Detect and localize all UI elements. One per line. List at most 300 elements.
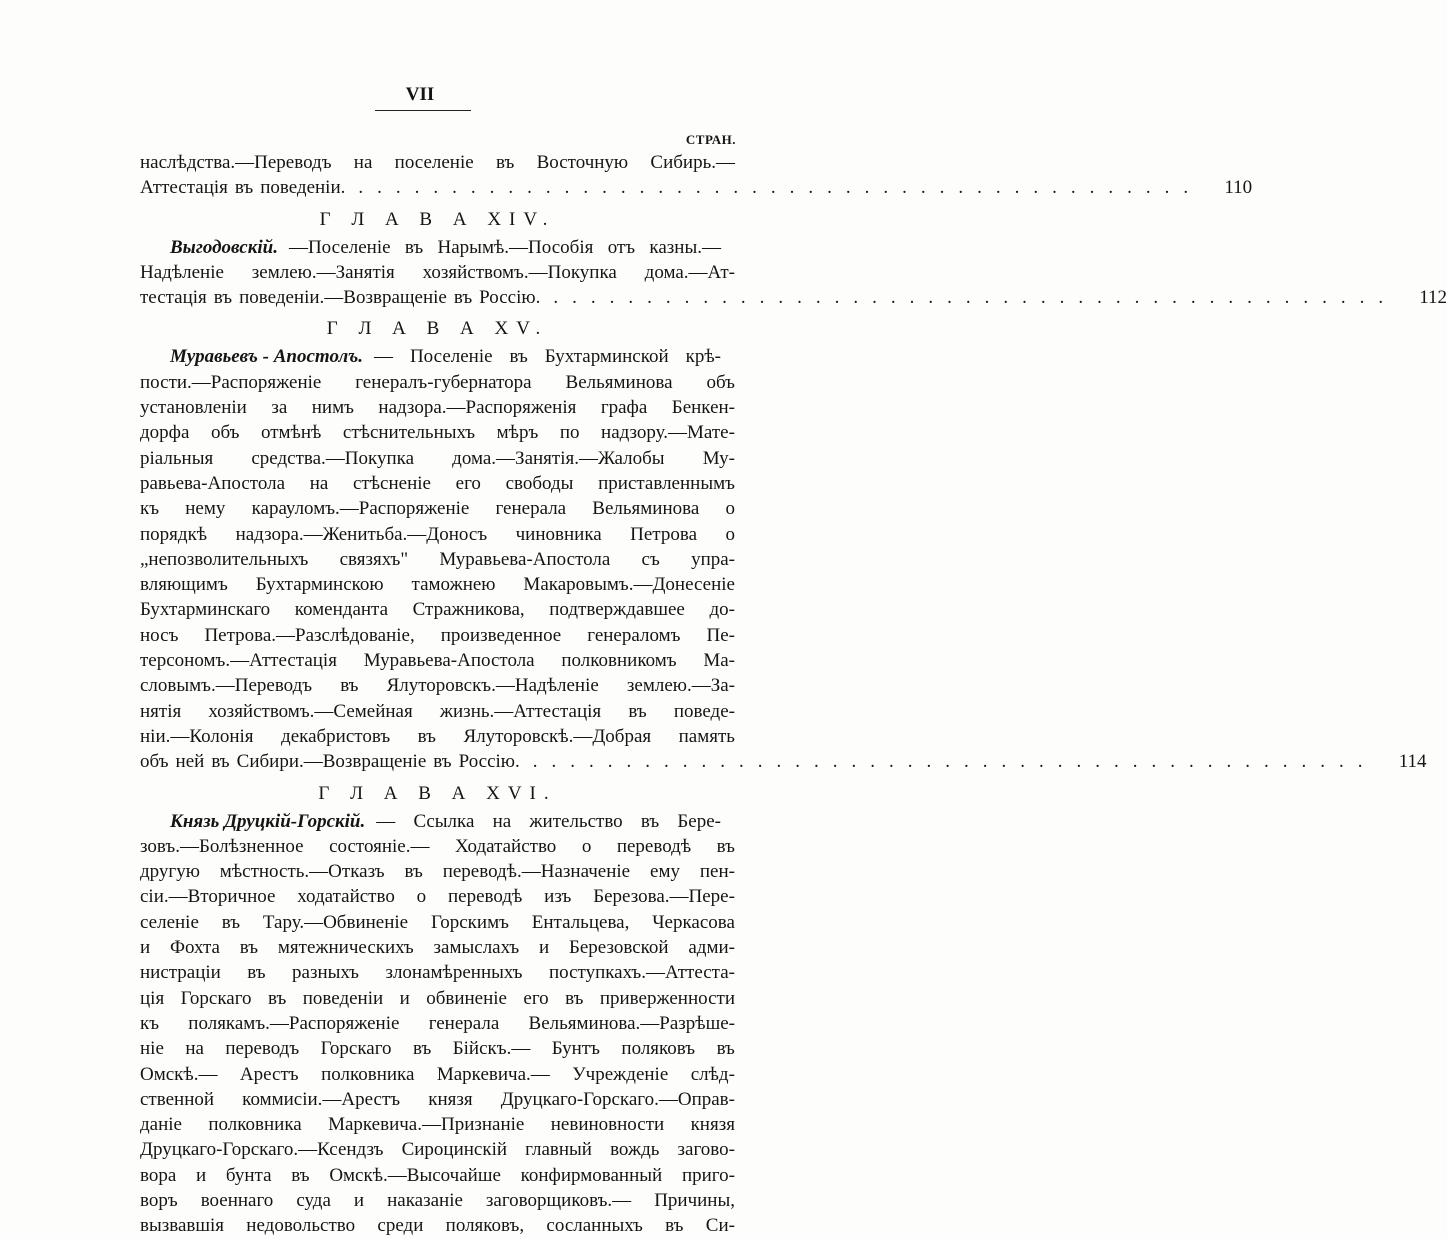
word: Ялуторовскъ.—Надѣленіе: [386, 675, 599, 697]
line-text: [140, 395, 735, 420]
word: воръ: [140, 1189, 178, 1211]
toc-line: [140, 395, 735, 420]
word: Тару.—Обвиненіе: [262, 911, 409, 933]
word: —: [374, 346, 393, 368]
word: нимъ: [311, 397, 354, 419]
word: Петрова: [630, 523, 697, 545]
word: Восточную: [536, 152, 629, 173]
word: князя: [690, 1114, 735, 1136]
word: въ: [221, 911, 241, 933]
word: пен-: [699, 861, 735, 883]
word: Горскимъ: [430, 911, 509, 933]
page-column-header: СТРАН.: [685, 132, 736, 147]
line-text: [140, 572, 735, 597]
word: въ: [417, 725, 436, 747]
word: его: [455, 472, 481, 494]
word: поведеніи.: [260, 177, 346, 199]
word: Му-: [702, 447, 735, 469]
word: свободы: [505, 472, 574, 494]
line-text: [170, 344, 735, 369]
line-rest: [289, 235, 728, 260]
toc-line: [140, 986, 735, 1011]
word: Сибири.—Возвращеніе: [236, 751, 427, 773]
line-text: [140, 446, 735, 471]
word: поляковъ,: [445, 1215, 525, 1237]
toc-line: [140, 496, 735, 521]
word: въ: [267, 987, 287, 1009]
word: въ: [665, 1215, 684, 1237]
word: Бухтарминскаго: [140, 599, 271, 621]
toc-line: [140, 1188, 735, 1213]
toc-entry: [140, 310, 1427, 774]
toc-line: [140, 699, 735, 724]
word: ріальныя: [140, 447, 214, 469]
word: Нарымѣ.—Пособія: [437, 236, 594, 258]
word: вызвавшія: [140, 1215, 225, 1237]
entry-page-number: 112: [1419, 287, 1447, 309]
word: ему: [650, 861, 680, 883]
line-text: [140, 285, 547, 310]
word: землею.—За-: [626, 675, 735, 697]
word: декабристовъ: [281, 725, 391, 747]
word: замыслахъ: [433, 937, 520, 959]
toc-entry: [140, 775, 735, 1239]
word: въ: [716, 1038, 735, 1060]
line-text: [140, 1011, 735, 1036]
page-number: VII: [405, 84, 435, 105]
word: за: [271, 397, 288, 419]
toc-line: [140, 1087, 735, 1112]
toc-line: [140, 522, 735, 547]
word: тестація: [140, 287, 207, 309]
word: Ссылка: [413, 810, 475, 832]
word: главный: [525, 1139, 592, 1161]
line-text: [140, 1137, 735, 1162]
toc-line: [140, 623, 735, 648]
word: даніе: [140, 1114, 182, 1136]
line-text: [170, 235, 735, 260]
person-name: Князь Друцкій-Горскій.: [170, 810, 366, 832]
word: переводѣ: [616, 835, 692, 857]
word: коммисіи.—Арестъ: [242, 1088, 401, 1110]
word: и: [539, 937, 550, 959]
word: зовъ.—Болѣзненное: [140, 835, 304, 857]
word: полковника: [208, 1114, 302, 1136]
line-text: [140, 1213, 735, 1238]
word: пости.—Распоряженіе: [140, 371, 322, 393]
word: къ: [140, 498, 160, 520]
word: въ: [412, 1038, 432, 1060]
word: обвиненіе: [426, 987, 507, 1009]
word: изъ: [544, 886, 572, 908]
word: переводѣ: [448, 886, 523, 908]
word: Березова.—Пере-: [593, 886, 735, 908]
chapter-heading: Г Л А В А XIV.: [319, 208, 556, 230]
word: Россію.: [479, 287, 541, 309]
word: Сибирь.—: [650, 152, 735, 173]
word: въ: [404, 861, 423, 883]
word: поступкахъ.—Аттеста-: [548, 962, 735, 984]
word: генерала: [428, 1012, 500, 1034]
line-text: [140, 623, 735, 648]
word: стѣснительныхъ: [342, 422, 476, 444]
dot-leader: .............................................: [553, 287, 1398, 309]
toc-line: [140, 724, 735, 749]
word: надзора.—Женитьба.—Доносъ: [235, 523, 488, 545]
word: жительство: [529, 810, 623, 832]
word: заговорщиковъ.—: [485, 1189, 632, 1211]
word: генералъ-губернатора: [355, 371, 532, 393]
word: поляковъ: [621, 1038, 696, 1060]
word: надзора.—Распоряженія: [378, 397, 577, 419]
word: о: [725, 498, 735, 520]
word: Горскаго: [180, 987, 252, 1009]
word: хозяйствомъ.—Семейная: [208, 700, 413, 722]
toc-line: [140, 547, 735, 572]
line-text: [140, 935, 735, 960]
toc-line: [140, 1036, 735, 1061]
word: злонамѣренныхъ: [385, 962, 523, 984]
toc-line: [140, 1163, 735, 1188]
toc-line: [140, 809, 735, 834]
word: слѣд-: [690, 1063, 735, 1085]
word: Бійскъ.—: [452, 1038, 531, 1060]
word: Березовской: [568, 937, 669, 959]
word: сосланныхъ: [546, 1215, 643, 1237]
toc-line: [140, 910, 735, 935]
word: Сироцинскій: [401, 1139, 508, 1161]
word: Бере-: [677, 810, 721, 832]
table-of-contents: [140, 150, 1447, 1239]
word: о: [581, 835, 592, 857]
word: нятія: [140, 700, 182, 722]
word: на: [185, 1038, 204, 1060]
toc-line: [140, 1011, 735, 1036]
word: нему: [185, 498, 226, 520]
word: ція: [140, 987, 165, 1009]
line-text: [140, 859, 735, 884]
word: о: [416, 886, 427, 908]
toc-line: [140, 150, 735, 175]
word: Россію.: [458, 751, 520, 773]
line-text: [140, 150, 735, 175]
word: Фохта: [169, 937, 220, 959]
word: дома.—Занятія.—Жалобы: [452, 447, 665, 469]
word: —Поселеніе: [288, 236, 391, 258]
word: по: [559, 422, 580, 444]
word: въ: [628, 700, 647, 722]
toc-entry: [140, 150, 1253, 201]
word: хозяйствомъ.—Покупка: [422, 261, 617, 283]
word: Макаровымъ.—Донесеніе: [523, 574, 735, 596]
word: полякамъ.—Распоряженіе: [188, 1012, 400, 1034]
word: генерала: [495, 498, 567, 520]
line-text: [140, 1188, 735, 1213]
word: Маркевича.—Признаніе: [328, 1114, 525, 1136]
toc-line: [140, 859, 735, 884]
word: въ: [640, 810, 660, 832]
toc-entry: [140, 201, 1447, 311]
word: его: [523, 987, 549, 1009]
toc-line: [140, 1137, 735, 1162]
line-text: [140, 834, 735, 859]
entry-page-number: 114: [1398, 751, 1427, 773]
line-text: [140, 699, 735, 724]
word: и: [353, 1189, 365, 1211]
word: Арестъ: [239, 1063, 299, 1085]
word: вора: [140, 1164, 177, 1186]
word: о: [725, 523, 735, 545]
word: объ: [210, 422, 240, 444]
word: упра-: [691, 548, 735, 570]
line-text: [140, 749, 527, 774]
word: Причины,: [654, 1189, 735, 1211]
toc-line: [140, 572, 735, 597]
word: терсономъ.—Аттестація: [140, 650, 337, 672]
word: карауломъ.—Распоряженіе: [251, 498, 470, 520]
word: къ: [140, 1012, 160, 1034]
word: сіи.—Вторичное: [140, 886, 276, 908]
word: загово-: [677, 1139, 735, 1161]
word: среди: [377, 1215, 424, 1237]
line-text: [140, 986, 735, 1011]
word: вляющимъ: [140, 574, 228, 596]
word: въ: [433, 751, 452, 773]
word: князя: [428, 1088, 473, 1110]
word: приверженности: [599, 987, 735, 1009]
toc-line: [140, 935, 735, 960]
line-text: [140, 260, 735, 285]
word: въ: [453, 287, 473, 309]
line-text: [140, 1087, 735, 1112]
word: переводъ: [225, 1038, 300, 1060]
word: надзору.—Мате-: [601, 422, 735, 444]
word: наслѣдства.—Переводъ: [140, 152, 332, 173]
word: жизнь.—Аттестація: [439, 700, 602, 722]
word: —: [376, 810, 396, 832]
word: полковникомъ: [561, 650, 677, 672]
word: Бенкен-: [671, 397, 735, 419]
word: суда: [296, 1189, 331, 1211]
word: въ: [234, 177, 254, 199]
word: ходатайство: [297, 886, 395, 908]
word: другую: [140, 861, 200, 883]
word: Горскаго: [320, 1038, 392, 1060]
word: Черкасова: [652, 911, 735, 933]
person-name: Выгодовскій.: [170, 236, 278, 258]
entry-page-number: 110: [1224, 177, 1253, 199]
word: землею.—Занятія: [251, 261, 395, 283]
toc-line: [140, 370, 735, 395]
word: адми-: [688, 937, 735, 959]
toc-line: [140, 960, 735, 985]
word: Омскѣ.—: [140, 1063, 218, 1085]
word: въ: [239, 937, 259, 959]
word: ственной: [140, 1088, 215, 1110]
word: память: [678, 725, 735, 747]
word: Ялуторовскѣ.—Добрая: [463, 725, 652, 747]
word: Ентальцева,: [531, 911, 630, 933]
header-rule: [375, 110, 471, 111]
word: мѣръ: [496, 422, 539, 444]
toc-line: [140, 597, 735, 622]
word: Маркевича.—: [436, 1063, 550, 1085]
dot-leader: .............................................: [532, 751, 1377, 773]
toc-line: [140, 175, 1253, 200]
word: разныхъ: [292, 962, 360, 984]
word: Бунтъ: [551, 1038, 600, 1060]
word: вождь: [610, 1139, 660, 1161]
chapter-heading: Г Л А В А XVI.: [318, 782, 557, 804]
word: „непозволительныхъ: [140, 548, 309, 570]
word: Ма-: [703, 650, 735, 672]
word: таможнею: [411, 574, 496, 596]
word: поведе-: [673, 700, 735, 722]
word: въ: [509, 346, 528, 368]
word: на: [309, 472, 329, 494]
word: Муравьева-Апостола: [439, 548, 611, 570]
word: въ: [340, 675, 359, 697]
toc-line: [140, 344, 735, 369]
toc-line: [140, 834, 735, 859]
line-text: [140, 547, 735, 572]
word: приго-: [681, 1164, 735, 1186]
word: въ: [716, 835, 735, 857]
toc-line: [140, 884, 735, 909]
word: въ: [565, 987, 584, 1009]
word: ніи.—Колонія: [140, 725, 254, 747]
word: ніе: [140, 1038, 164, 1060]
word: ней: [175, 751, 205, 773]
word: Бухтарминской: [544, 346, 669, 368]
word: стѣсненіе: [352, 472, 431, 494]
word: Друцкаго-Горскаго.—Ксендзъ: [140, 1139, 384, 1161]
line-text: [140, 1112, 735, 1137]
word: состояніе.—: [329, 835, 430, 857]
word: дома.—Ат-: [644, 261, 735, 283]
toc-line: [140, 260, 735, 285]
line-text: [140, 496, 735, 521]
word: селеніе: [140, 911, 199, 933]
line-text: [140, 420, 735, 445]
word: носъ: [140, 624, 179, 646]
word: генераломъ: [587, 624, 681, 646]
toc-line: [140, 446, 735, 471]
word: невиновности: [550, 1114, 665, 1136]
line-text: [140, 648, 735, 673]
word: средства.—Покупка: [251, 447, 415, 469]
toc-line: [140, 749, 1427, 774]
word: Учрежденіе: [572, 1063, 669, 1085]
word: наказаніе: [387, 1189, 463, 1211]
word: объ: [140, 751, 169, 773]
word: Аттестація: [140, 177, 228, 199]
line-text: [140, 370, 735, 395]
word: Надѣленіе: [140, 261, 224, 283]
word: приставленнымъ: [598, 472, 735, 494]
word: Омскѣ.—Высочайше: [329, 1164, 501, 1186]
person-name: Муравьевъ - Апостолъ.: [170, 346, 363, 368]
word: Вельяминова: [592, 498, 700, 520]
word: Вельяминова.—Разрѣше-: [528, 1012, 735, 1034]
word: поведеніи.—Возвращеніе: [239, 287, 447, 309]
word: военнаго: [200, 1189, 274, 1211]
line-text: [170, 809, 735, 834]
line-text: [140, 724, 735, 749]
line-text: [140, 1062, 735, 1087]
word: отъ: [607, 236, 636, 258]
word: Стражникова,: [412, 599, 525, 621]
toc-line: [140, 1062, 735, 1087]
word: въ: [291, 1164, 310, 1186]
line-text: [140, 910, 735, 935]
line-text: [140, 1163, 735, 1188]
word: на: [492, 810, 512, 832]
word: крѣ-: [685, 346, 721, 368]
word: коменданта: [294, 599, 389, 621]
toc-line: [140, 471, 735, 496]
word: въ: [247, 962, 266, 984]
line-text: [140, 1036, 735, 1061]
word: Вельяминова: [565, 371, 673, 393]
word: Си-: [705, 1215, 735, 1237]
word: Бухтарминскою: [255, 574, 384, 596]
toc-line: [140, 1112, 735, 1137]
word: Поселеніе: [409, 346, 493, 368]
word: въ: [495, 152, 515, 173]
word: и: [399, 987, 410, 1009]
word: мѣстность.—Отказъ: [219, 861, 385, 883]
word: установленіи: [140, 397, 247, 419]
word: казны.—: [649, 236, 721, 258]
word: подтверждавшее: [549, 599, 685, 621]
word: поведеніи: [302, 987, 384, 1009]
chapter-heading: Г Л А В А XV.: [326, 318, 549, 340]
line-rest: [374, 344, 728, 369]
toc-line: [140, 1213, 735, 1238]
word: Пе-: [706, 624, 735, 646]
word: связяхъ": [339, 548, 409, 570]
word: Муравьева-Апостола: [363, 650, 535, 672]
word: нистраціи: [140, 962, 221, 984]
word: мятежническихъ: [277, 937, 414, 959]
word: бунта: [225, 1164, 272, 1186]
word: полковника: [321, 1063, 415, 1085]
word: и: [140, 937, 151, 959]
word: съ: [641, 548, 660, 570]
word: Друцкаго-Горскаго.—Оправ-: [500, 1088, 735, 1110]
word: объ: [706, 371, 735, 393]
word: дорфа: [140, 422, 190, 444]
toc-line: [140, 285, 1447, 310]
word: Ходатайство: [454, 835, 557, 857]
dot-leader: .............................................: [358, 177, 1203, 199]
line-text: [140, 522, 735, 547]
word: переводѣ.—Назначеніе: [442, 861, 631, 883]
word: Петрова.—Разслѣдованіе,: [204, 624, 415, 646]
line-text: [140, 960, 735, 985]
word: и: [196, 1164, 207, 1186]
word: произведенное: [440, 624, 562, 646]
word: чиновника: [515, 523, 602, 545]
toc-line: [140, 648, 735, 673]
word: на: [353, 152, 373, 173]
line-text: [140, 884, 735, 909]
line-text: [140, 471, 735, 496]
word: въ: [211, 751, 230, 773]
toc-line: [140, 673, 735, 698]
word: конфирмованный: [520, 1164, 663, 1186]
